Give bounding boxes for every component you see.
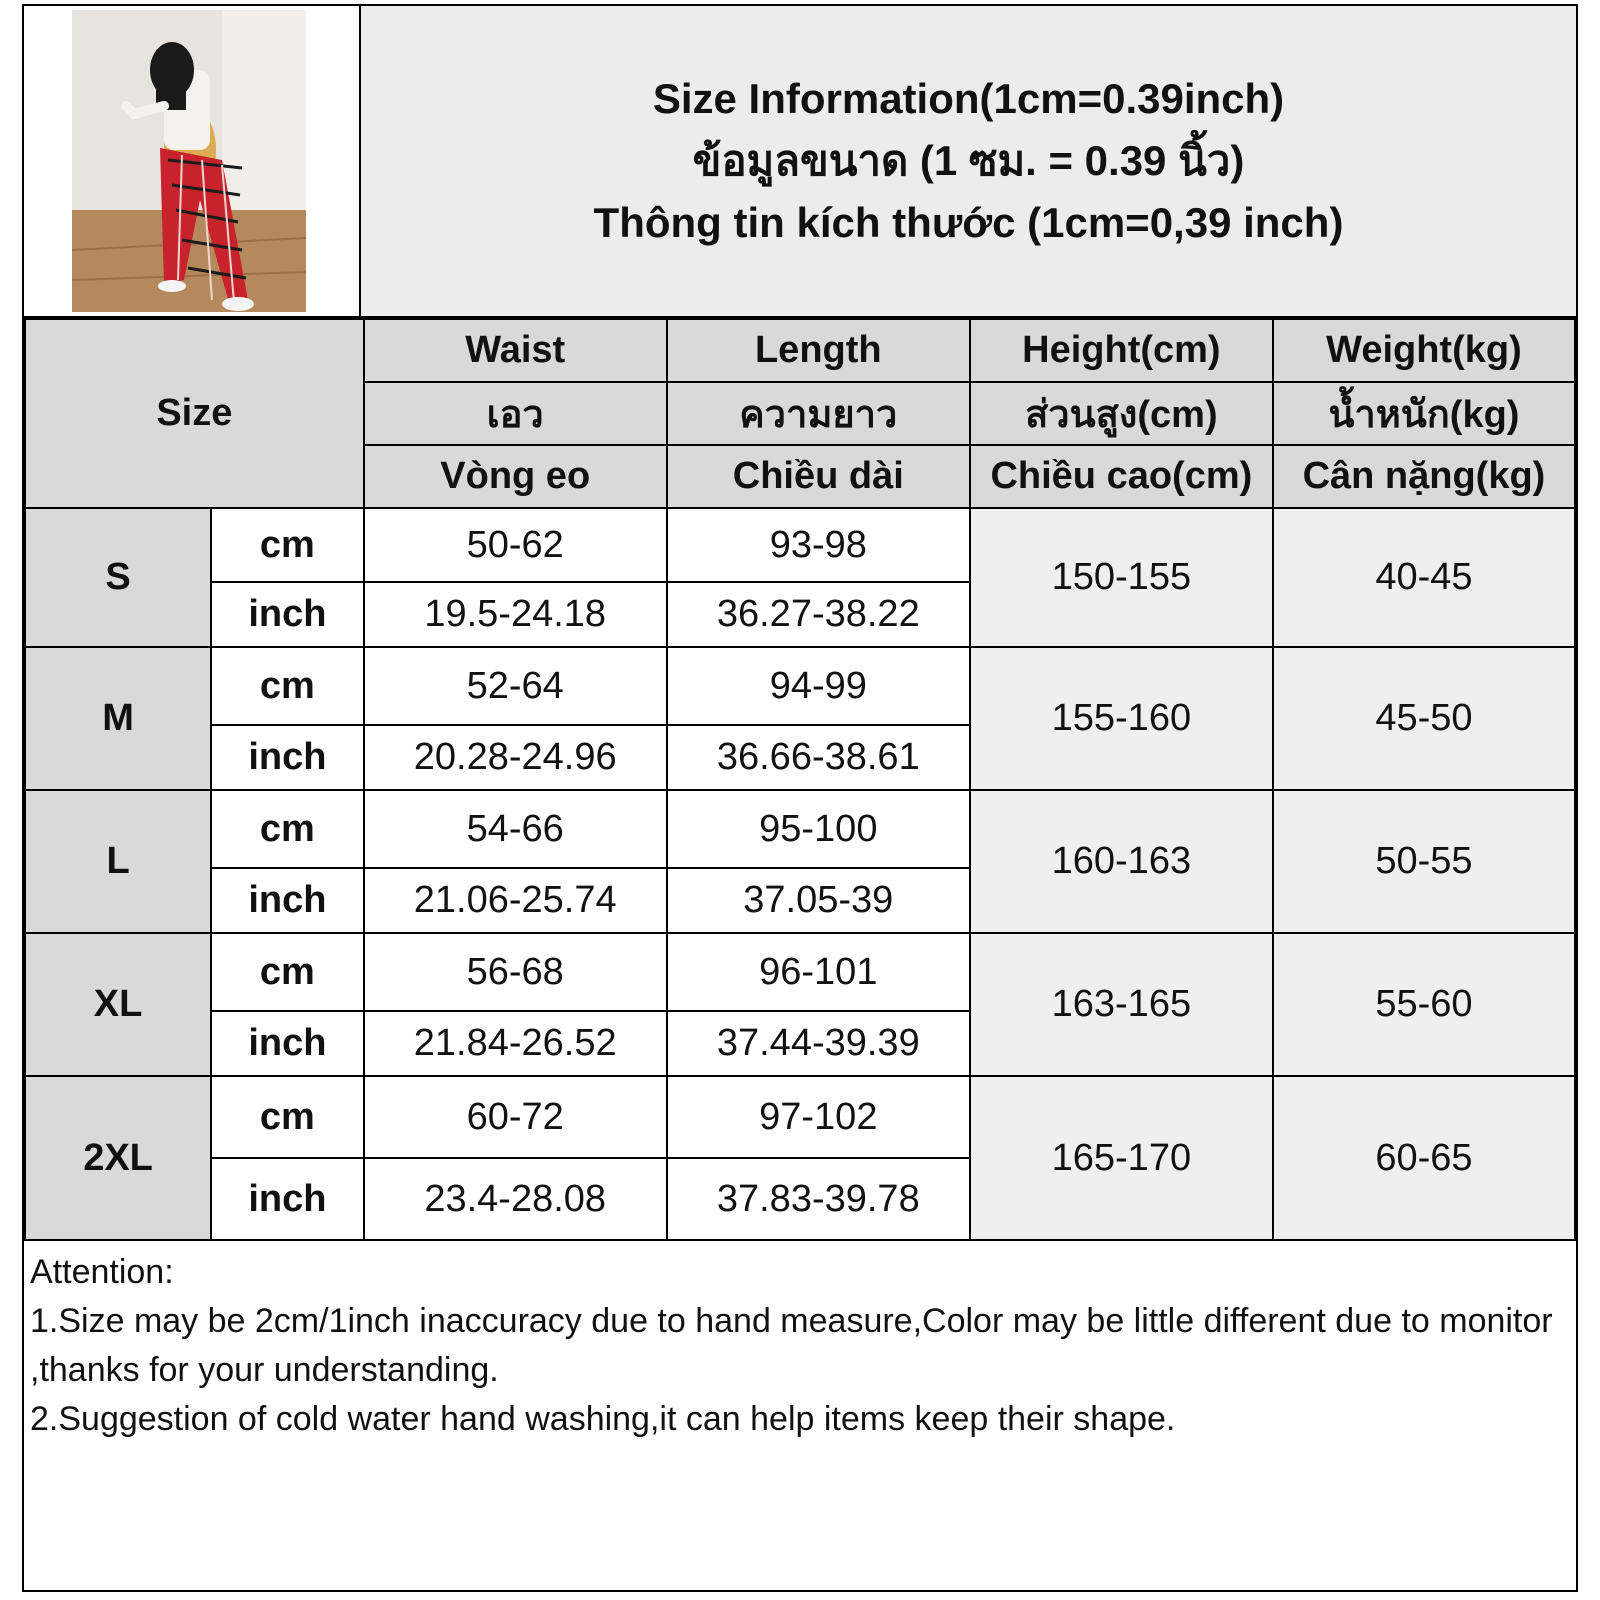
waist-cm: 54-66 (364, 790, 667, 868)
unit-inch: inch (211, 725, 364, 790)
height-range: 150-155 (970, 508, 1273, 647)
length-inch: 37.83-39.78 (667, 1158, 970, 1240)
size-label: L (25, 790, 211, 933)
col-height-th: ส่วนสูง(cm) (970, 382, 1273, 445)
col-length-vi: Chiều dài (667, 445, 970, 508)
col-weight-en: Weight(kg) (1273, 319, 1575, 382)
height-range: 163-165 (970, 933, 1273, 1076)
height-range: 165-170 (970, 1076, 1273, 1240)
col-waist-en: Waist (364, 319, 667, 382)
length-inch: 37.05-39 (667, 868, 970, 933)
waist-inch: 20.28-24.96 (364, 725, 667, 790)
unit-inch: inch (211, 1158, 364, 1240)
unit-inch: inch (211, 582, 364, 647)
size-label: XL (25, 933, 211, 1076)
model-figure-illustration (72, 10, 306, 312)
attention-note-1: 1.Size may be 2cm/1inch inaccuracy due to hand measure,Color may be little different due to monitor ,thanks for your understanding. (30, 1302, 1553, 1389)
col-waist-th: เอว (364, 382, 667, 445)
weight-range: 50-55 (1273, 790, 1575, 933)
waist-inch: 21.06-25.74 (364, 868, 667, 933)
product-photo (72, 10, 306, 312)
unit-cm: cm (211, 1076, 364, 1158)
unit-cm: cm (211, 508, 364, 582)
weight-range: 60-65 (1273, 1076, 1575, 1240)
col-weight-th: น้ำหนัก(kg) (1273, 382, 1575, 445)
length-inch: 37.44-39.39 (667, 1011, 970, 1076)
col-waist-vi: Vòng eo (364, 445, 667, 508)
unit-cm: cm (211, 933, 364, 1011)
table-row (25, 933, 1575, 1011)
product-photo-cell (24, 6, 361, 316)
waist-inch: 23.4-28.08 (364, 1158, 667, 1240)
header-row-english (25, 319, 1575, 382)
length-cm: 96-101 (667, 933, 970, 1011)
length-cm: 94-99 (667, 647, 970, 725)
size-chart-sheet (22, 4, 1578, 1592)
col-weight-vi: Cân nặng(kg) (1273, 445, 1575, 508)
length-cm: 97-102 (667, 1076, 970, 1158)
unit-inch: inch (211, 1011, 364, 1076)
waist-cm: 56-68 (364, 933, 667, 1011)
table-row (25, 1076, 1575, 1158)
waist-cm: 50-62 (364, 508, 667, 582)
header-section (24, 6, 1576, 318)
waist-inch: 19.5-24.18 (364, 582, 667, 647)
size-label: M (25, 647, 211, 790)
height-range: 155-160 (970, 647, 1273, 790)
length-cm: 95-100 (667, 790, 970, 868)
unit-cm: cm (211, 790, 364, 868)
waist-inch: 21.84-26.52 (364, 1011, 667, 1076)
unit-cm: cm (211, 647, 364, 725)
col-height-vi: Chiều cao(cm) (970, 445, 1273, 508)
table-row (25, 508, 1575, 582)
col-length-th: ความยาว (667, 382, 970, 445)
size-header: Size (25, 319, 364, 508)
size-label: 2XL (25, 1076, 211, 1240)
col-height-en: Height(cm) (970, 319, 1273, 382)
size-table (24, 318, 1576, 1241)
title-block (361, 6, 1576, 316)
waist-cm: 52-64 (364, 647, 667, 725)
attention-heading: Attention: (30, 1253, 174, 1291)
col-length-en: Length (667, 319, 970, 382)
table-row (25, 647, 1575, 725)
unit-inch: inch (211, 868, 364, 933)
attention-note-2: 2.Suggestion of cold water hand washing,it can help items keep their shape. (30, 1400, 1176, 1438)
height-range: 160-163 (970, 790, 1273, 933)
title-english: Size Information(1cm=0.39inch) (652, 75, 1285, 122)
length-inch: 36.66-38.61 (667, 725, 970, 790)
waist-cm: 60-72 (364, 1076, 667, 1158)
title-thai: ข้อมูลขนาด (1 ซม. = 0.39 นิ้ว) (692, 137, 1245, 184)
attention-notes (24, 1240, 1576, 1444)
title-vietnamese: Thông tin kích thước (1cm=0,39 inch) (593, 199, 1344, 246)
weight-range: 45-50 (1273, 647, 1575, 790)
weight-range: 40-45 (1273, 508, 1575, 647)
table-row (25, 790, 1575, 868)
length-cm: 93-98 (667, 508, 970, 582)
size-label: S (25, 508, 211, 647)
weight-range: 55-60 (1273, 933, 1575, 1076)
length-inch: 36.27-38.22 (667, 582, 970, 647)
